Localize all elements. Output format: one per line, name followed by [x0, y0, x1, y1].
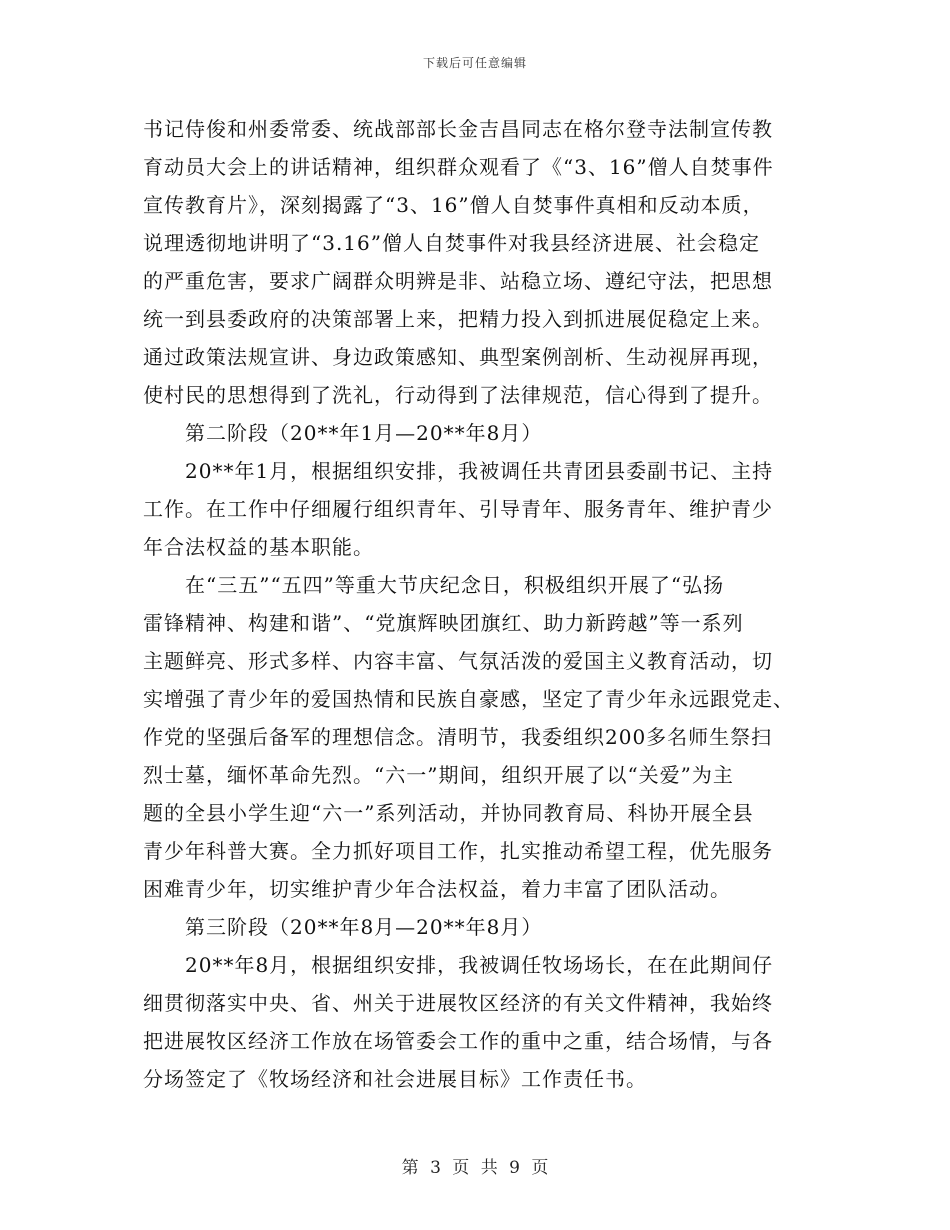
text-line: 困难青少年，切实维护青少年合法权益，着力丰富了团队活动。	[143, 877, 731, 901]
text-line: 雷锋精神、构建和谐”、“党旗辉映团旗红、助力新跨越”等一系列	[143, 611, 744, 635]
text-line: 把进展牧区经济工作放在场管委会工作的重中之重，结合场情，与各	[143, 1029, 773, 1053]
text-line: 青少年科普大赛。全力抓好项目工作，扎实推动希望工程，优先服务	[143, 839, 773, 863]
text-line: 通过政策法规宣讲、身边政策感知、典型案例剖析、生动视屏再现，	[143, 345, 773, 369]
document-body	[143, 110, 808, 1098]
text-line: 第二阶段（20**年1月—20**年8月）	[185, 421, 543, 445]
text-line: 烈士墓，缅怀革命先烈。“六一”期间，组织开展了以“关爱”为主	[143, 763, 734, 787]
text-line: 年合法权益的基本职能。	[143, 535, 374, 559]
text-line: 使村民的思想得到了洗礼，行动得到了法律规范，信心得到了提升。	[143, 383, 773, 407]
text-line: 工作。在工作中仔细履行组织青年、引导青年、服务青年、维护青少	[143, 497, 773, 521]
text-line: 统一到县委政府的决策部署上来，把精力投入到抓进展促稳定上来。	[143, 307, 773, 331]
text-line: 的严重危害，要求广阔群众明辨是非、站稳立场、遵纪守法，把思想	[143, 269, 773, 293]
text-line: 20**年1月，根据组织安排，我被调任共青团县委副书记、主持	[185, 459, 774, 483]
text-line: 题的全县小学生迎“六一”系列活动，并协同教育局、科协开展全县	[143, 801, 754, 825]
text-line: 育动员大会上的讲话精神，组织群众观看了《“3、16”僧人自焚事件	[143, 155, 774, 179]
text-line: 第三阶段（20**年8月—20**年8月）	[185, 915, 543, 939]
text-line: 细贯彻落实中央、省、州关于进展牧区经济的有关文件精神，我始终	[143, 991, 773, 1015]
text-line: 书记侍俊和州委常委、统战部部长金吉昌同志在格尔登寺法制宣传教	[143, 117, 773, 141]
text-line: 说理透彻地讲明了“3.16”僧人自焚事件对我县经济进展、社会稳定	[143, 231, 760, 255]
page-number: 第 3 页 共 9 页	[401, 1158, 549, 1178]
text-line: 实增强了青少年的爱国热情和民族自豪感，坚定了青少年永远跟党走、	[143, 687, 794, 711]
text-line: 宣传教育片》，深刻揭露了“3、16”僧人自焚事件真相和反动本质，	[143, 193, 764, 217]
page-header: 下载后可任意编辑	[422, 56, 527, 70]
text-line: 分场签定了《牧场经济和社会进展目标》工作责任书。	[143, 1067, 647, 1091]
text-line: 作党的坚强后备军的理想信念。清明节，我委组织200多名师生祭扫	[143, 725, 773, 749]
text-line: 在“三五”“五四”等重大节庆纪念日，积极组织开展了“弘扬	[185, 573, 725, 597]
text-line: 主题鲜亮、形式多样、内容丰富、气氛活泼的爱国主义教育活动，切	[143, 649, 773, 673]
text-line: 20**年8月，根据组织安排，我被调任牧场场长，在在此期间仔	[185, 953, 774, 977]
